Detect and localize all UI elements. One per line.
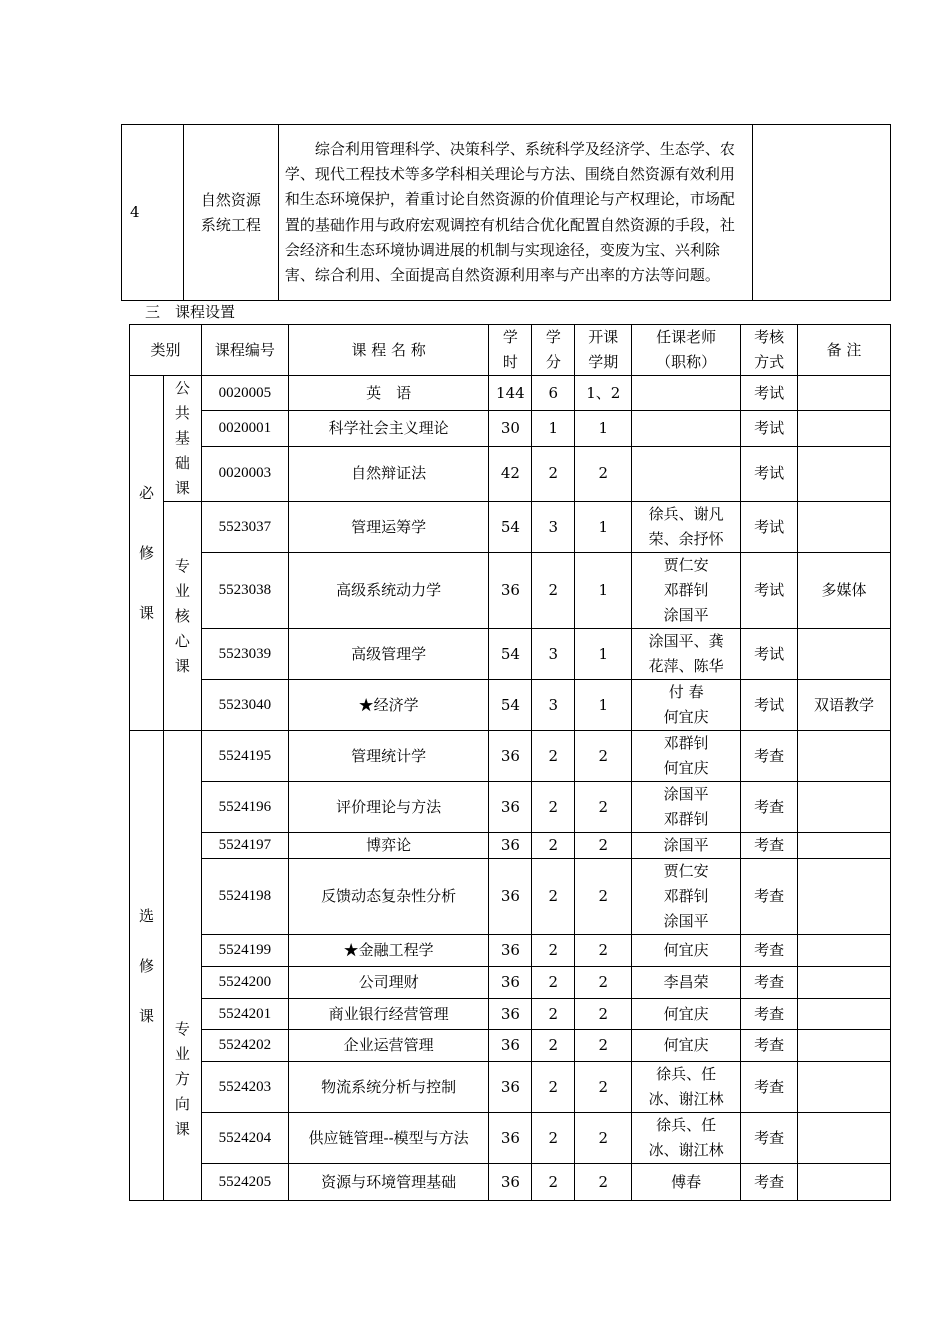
course-remark: 多媒体: [798, 553, 891, 629]
course-remark: [798, 967, 891, 999]
course-row: [130, 1164, 891, 1201]
header-name: 课 程 名 称: [288, 325, 489, 376]
subgroup-major-core: 专业核心课: [163, 502, 201, 731]
course-table: [129, 324, 891, 1201]
course-name: 自然辩证法: [288, 446, 489, 501]
course-assessment: 考查: [741, 859, 798, 935]
course-remark: [798, 1113, 891, 1164]
course-remark: [798, 446, 891, 501]
course-row: [130, 629, 891, 680]
course-assessment: 考查: [741, 1030, 798, 1062]
course-code: 5523037: [201, 502, 288, 553]
course-credits: 2: [532, 1030, 575, 1062]
program-remark: [753, 125, 891, 301]
course-name: 公司理财: [288, 967, 489, 999]
course-assessment: 考查: [741, 1164, 798, 1201]
course-name: 高级系统动力学: [288, 553, 489, 629]
course-credits: 2: [532, 967, 575, 999]
course-teacher: 何宜庆: [632, 935, 741, 967]
course-credits: 2: [532, 1062, 575, 1113]
course-hours: 30: [489, 411, 532, 446]
header-category: 类别: [130, 325, 202, 376]
course-semester: 1: [575, 680, 632, 731]
course-semester: 2: [575, 446, 632, 501]
course-semester: 2: [575, 1030, 632, 1062]
course-semester: 2: [575, 967, 632, 999]
course-credits: 2: [532, 1113, 575, 1164]
course-teacher: 何宜庆: [632, 999, 741, 1030]
course-credits: 2: [532, 833, 575, 859]
course-hours: 36: [489, 833, 532, 859]
course-row: [130, 1030, 891, 1062]
course-code: 5523040: [201, 680, 288, 731]
course-semester: 1: [575, 502, 632, 553]
course-code: 5524202: [201, 1030, 288, 1062]
course-row: [130, 935, 891, 967]
course-assessment: 考查: [741, 999, 798, 1030]
course-code: 5524204: [201, 1113, 288, 1164]
course-name: 管理统计学: [288, 731, 489, 782]
course-code: 5524196: [201, 782, 288, 833]
header-remark: 备 注: [798, 325, 891, 376]
course-remark: [798, 1164, 891, 1201]
course-credits: 3: [532, 680, 575, 731]
course-credits: 2: [532, 446, 575, 501]
course-assessment: 考试: [741, 446, 798, 501]
course-assessment: 考试: [741, 502, 798, 553]
header-hours: 学时: [489, 325, 532, 376]
course-row: [130, 967, 891, 999]
course-teacher: 涂国平: [632, 833, 741, 859]
course-credits: 6: [532, 376, 575, 411]
course-name: 管理运筹学: [288, 502, 489, 553]
course-row: [130, 999, 891, 1030]
course-credits: 2: [532, 935, 575, 967]
course-teacher: 何宜庆: [632, 1030, 741, 1062]
course-teacher: 徐兵、谢凡荣、余抒怀: [632, 502, 741, 553]
program-table: [121, 124, 891, 301]
course-hours: 36: [489, 967, 532, 999]
course-semester: 1: [575, 411, 632, 446]
program-name: 自然资源系统工程: [183, 125, 278, 301]
course-credits: 3: [532, 502, 575, 553]
header-semester: 开课学期: [575, 325, 632, 376]
course-teacher: 徐兵、任冰、谢江林: [632, 1113, 741, 1164]
course-name: 反馈动态复杂性分析: [288, 859, 489, 935]
course-row: [130, 731, 891, 782]
program-row: [122, 125, 891, 301]
group-required: 必修课: [130, 376, 164, 731]
course-row: [130, 502, 891, 553]
course-teacher: 邓群钊 何宜庆: [632, 731, 741, 782]
course-hours: 42: [489, 446, 532, 501]
course-semester: 1、2: [575, 376, 632, 411]
course-code: 5523038: [201, 553, 288, 629]
course-hours: 36: [489, 935, 532, 967]
subgroup-major-direction: 专业方向课: [163, 731, 201, 1201]
program-number: 4: [122, 125, 184, 301]
course-code: 5524199: [201, 935, 288, 967]
course-code: 5524195: [201, 731, 288, 782]
course-hours: 36: [489, 1062, 532, 1113]
header-credits: 学分: [532, 325, 575, 376]
header-assessment: 考核方式: [741, 325, 798, 376]
course-name: 商业银行经营管理: [288, 999, 489, 1030]
course-row: [130, 680, 891, 731]
course-code: 5524200: [201, 967, 288, 999]
course-row: [130, 411, 891, 446]
course-remark: [798, 1062, 891, 1113]
course-code: 0020001: [201, 411, 288, 446]
course-hours: 36: [489, 782, 532, 833]
course-assessment: 考查: [741, 782, 798, 833]
course-assessment: 考查: [741, 1062, 798, 1113]
course-name: 高级管理学: [288, 629, 489, 680]
course-assessment: 考试: [741, 411, 798, 446]
course-hours: 36: [489, 1113, 532, 1164]
course-name: 评价理论与方法: [288, 782, 489, 833]
course-assessment: 考查: [741, 833, 798, 859]
header-row: [130, 325, 891, 376]
subgroup-public-basic: 公共基础课: [163, 376, 201, 502]
course-teacher: 涂国平 邓群钊: [632, 782, 741, 833]
course-remark: [798, 502, 891, 553]
course-code: 5524205: [201, 1164, 288, 1201]
section-heading: 三 课程设置: [145, 303, 236, 321]
course-code: 5524203: [201, 1062, 288, 1113]
course-credits: 3: [532, 629, 575, 680]
course-remark: [798, 999, 891, 1030]
course-code: 5524198: [201, 859, 288, 935]
course-row: [130, 833, 891, 859]
course-name: ★金融工程学: [288, 935, 489, 967]
course-assessment: 考查: [741, 731, 798, 782]
course-row: [130, 376, 891, 411]
course-name: 资源与环境管理基础: [288, 1164, 489, 1201]
course-assessment: 考查: [741, 1113, 798, 1164]
course-name: 科学社会主义理论: [288, 411, 489, 446]
course-assessment: 考试: [741, 553, 798, 629]
course-body: [130, 376, 891, 1201]
course-name: 英 语: [288, 376, 489, 411]
course-hours: 36: [489, 859, 532, 935]
course-row: [130, 782, 891, 833]
course-remark: [798, 782, 891, 833]
course-assessment: 考查: [741, 967, 798, 999]
course-teacher: [632, 446, 741, 501]
course-assessment: 考查: [741, 935, 798, 967]
course-semester: 2: [575, 935, 632, 967]
course-name: 博弈论: [288, 833, 489, 859]
course-row: [130, 1113, 891, 1164]
course-name: 供应链管理--模型与方法: [288, 1113, 489, 1164]
course-code: 0020003: [201, 446, 288, 501]
course-hours: 54: [489, 629, 532, 680]
course-code: 5524201: [201, 999, 288, 1030]
course-teacher: [632, 411, 741, 446]
course-hours: 36: [489, 731, 532, 782]
course-hours: 36: [489, 1164, 532, 1201]
course-credits: 2: [532, 553, 575, 629]
course-row: [130, 446, 891, 501]
course-remark: [798, 629, 891, 680]
course-teacher: 李昌荣: [632, 967, 741, 999]
header-teacher: 任课老师（职称）: [632, 325, 741, 376]
course-teacher: 贾仁安 邓群钊 涂国平: [632, 553, 741, 629]
course-hours: 36: [489, 1030, 532, 1062]
course-credits: 2: [532, 782, 575, 833]
course-semester: 2: [575, 833, 632, 859]
course-teacher: 付 春 何宜庆: [632, 680, 741, 731]
course-teacher: 涂国平、龚花萍、陈华: [632, 629, 741, 680]
course-semester: 2: [575, 859, 632, 935]
course-remark: [798, 1030, 891, 1062]
course-semester: 2: [575, 1113, 632, 1164]
course-remark: [798, 833, 891, 859]
course-semester: 2: [575, 1062, 632, 1113]
course-row: [130, 553, 891, 629]
course-remark: [798, 731, 891, 782]
course-remark: [798, 376, 891, 411]
course-semester: 2: [575, 999, 632, 1030]
course-code: 5524197: [201, 833, 288, 859]
course-teacher: 贾仁安 邓群钊 涂国平: [632, 859, 741, 935]
course-semester: 2: [575, 731, 632, 782]
course-credits: 2: [532, 1164, 575, 1201]
course-credits: 1: [532, 411, 575, 446]
header-code: 课程编号: [201, 325, 288, 376]
course-hours: 36: [489, 553, 532, 629]
course-credits: 2: [532, 731, 575, 782]
course-semester: 2: [575, 782, 632, 833]
program-description: 综合利用管理科学、决策科学、系统科学及经济学、生态学、农学、现代工程技术等多学科相关理论与方法、围绕自然资源有效利用和生态环境保护，着重讨论自然资源的价值理论与产权理论，市场配置的基础作用与政府宏观调控有机结合优化配置自然资源的手段，社会经济和生态环境协调进展的机制与实现途径，变废为宝、兴利除害、综合利用、全面提高自然资源利用率与产出率的方法等问题。: [278, 125, 752, 301]
course-remark: 双语教学: [798, 680, 891, 731]
course-semester: 1: [575, 553, 632, 629]
course-credits: 2: [532, 999, 575, 1030]
course-assessment: 考试: [741, 629, 798, 680]
course-teacher: 傅春: [632, 1164, 741, 1201]
course-remark: [798, 859, 891, 935]
group-elective: 选修课: [130, 731, 164, 1201]
course-assessment: 考试: [741, 680, 798, 731]
course-remark: [798, 411, 891, 446]
course-hours: 54: [489, 502, 532, 553]
course-assessment: 考试: [741, 376, 798, 411]
course-teacher: 徐兵、任冰、谢江林: [632, 1062, 741, 1113]
course-row: [130, 859, 891, 935]
course-hours: 54: [489, 680, 532, 731]
course-remark: [798, 935, 891, 967]
course-row: [130, 1062, 891, 1113]
course-hours: 144: [489, 376, 532, 411]
course-semester: 2: [575, 1164, 632, 1201]
course-code: 5523039: [201, 629, 288, 680]
course-name: 企业运营管理: [288, 1030, 489, 1062]
course-code: 0020005: [201, 376, 288, 411]
course-name: 物流系统分析与控制: [288, 1062, 489, 1113]
course-name: ★经济学: [288, 680, 489, 731]
course-hours: 36: [489, 999, 532, 1030]
course-credits: 2: [532, 859, 575, 935]
course-semester: 1: [575, 629, 632, 680]
course-teacher: [632, 376, 741, 411]
